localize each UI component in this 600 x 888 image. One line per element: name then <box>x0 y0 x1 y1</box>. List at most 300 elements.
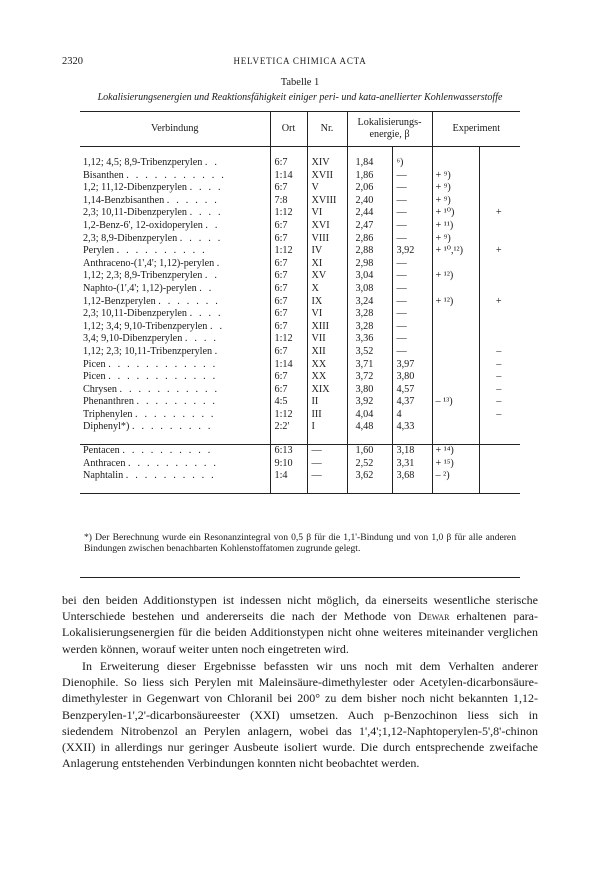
page-number: 2320 <box>62 56 83 67</box>
energy-cell <box>347 170 392 183</box>
experiment-cell <box>432 396 479 409</box>
energy-para-cell <box>392 346 432 359</box>
compound-name <box>80 458 270 471</box>
experiment-cell-text: + ¹⁰,¹²) <box>435 245 463 257</box>
experiment-cell-text: + ¹⁴) <box>435 445 454 457</box>
energy-cell-text: 3,08 <box>355 282 374 294</box>
energy-para-cell <box>392 207 432 220</box>
body-paragraph-1 <box>62 592 538 657</box>
experiment-cell <box>432 346 479 359</box>
nr-cell-text: — <box>311 445 322 457</box>
nr-cell <box>307 270 347 283</box>
compound-name-text: 2,3; 8,9-Dibenzperylen <box>83 232 178 244</box>
leader-dots: . . . . . <box>179 232 223 244</box>
energy-cell <box>347 270 392 283</box>
table-row <box>80 359 520 372</box>
table-label: Tabelle 1 <box>280 77 320 88</box>
energy-cell-text: 4,04 <box>355 408 374 420</box>
spacer-cell <box>392 483 432 494</box>
ort-cell <box>270 258 307 271</box>
ort-cell-text: 6:7 <box>274 257 288 269</box>
leader-dots: . . . . . . . . . . <box>125 470 216 482</box>
ort-cell <box>270 195 307 208</box>
energy-cell <box>347 333 392 346</box>
experiment-cell <box>432 384 479 397</box>
ort-cell-text: 1:14 <box>274 169 293 181</box>
compound-name <box>80 182 270 195</box>
ort-cell <box>270 470 307 483</box>
ort-cell <box>270 359 307 372</box>
ort-cell <box>270 245 307 258</box>
experiment-cell <box>432 207 479 220</box>
table-spacer-row <box>80 434 520 445</box>
energy-cell-text: 1,84 <box>355 157 374 168</box>
experiment-second-cell-text: + <box>495 295 502 307</box>
ort-cell <box>270 346 307 359</box>
experiment-second-cell <box>479 359 520 372</box>
experiment-cell <box>432 308 479 321</box>
energy-cell-text: 3,72 <box>355 371 374 383</box>
ort-cell-text: 9:10 <box>274 457 293 469</box>
nr-cell-text: XX <box>311 358 327 370</box>
nr-cell-text: XVII <box>311 169 333 181</box>
ort-cell-text: 1:14 <box>274 358 293 370</box>
compound-name-text: Bisanthen <box>83 169 124 181</box>
nr-cell-text: V <box>311 182 319 194</box>
table-row <box>80 245 520 258</box>
energy-para-cell-text: — <box>396 169 407 181</box>
leader-dots: . . <box>209 320 225 332</box>
energy-cell <box>347 321 392 334</box>
column-header-verbindung: Verbindung <box>80 112 270 147</box>
experiment-second-cell <box>479 170 520 183</box>
nr-cell-text: XIII <box>311 320 330 332</box>
energy-cell-text: 3,28 <box>355 320 374 332</box>
compound-name-text: 1,12; 2,3; 8,9-Tribenzperylen <box>83 270 203 282</box>
ort-cell-text: 4:5 <box>274 396 288 408</box>
compound-name <box>80 220 270 233</box>
experiment-second-cell <box>479 346 520 359</box>
energy-cell <box>347 157 392 170</box>
nr-cell-text: XII <box>311 345 326 357</box>
ort-cell <box>270 409 307 422</box>
compound-name <box>80 396 270 409</box>
spacer-cell <box>80 434 270 445</box>
localization-energy-table <box>80 111 520 494</box>
energy-para-cell <box>392 371 432 384</box>
energy-para-cell-text: — <box>396 308 407 320</box>
nr-cell <box>307 207 347 220</box>
column-header-ort: Ort <box>270 112 307 147</box>
ort-cell-text: 6:7 <box>274 282 288 294</box>
compound-name <box>80 283 270 296</box>
experiment-cell-text: + ¹²) <box>435 295 454 307</box>
ort-cell-text: 6:7 <box>274 182 288 194</box>
energy-para-cell-text: — <box>396 333 407 345</box>
spacer-cell <box>270 434 307 445</box>
ort-cell-text: 6:7 <box>274 345 288 357</box>
leader-dots: . . . . . . . . . <box>131 421 213 433</box>
table-row <box>80 458 520 471</box>
compound-name-text: 1,12-Benzperylen <box>83 295 156 307</box>
energy-para-cell-text: 4 <box>396 408 402 420</box>
nr-cell-text: VI <box>311 308 323 320</box>
leader-dots: . . <box>204 157 220 168</box>
spacer-cell <box>347 434 392 445</box>
compound-name-text: Phenanthren <box>83 396 134 408</box>
energy-para-cell-text: — <box>396 345 407 357</box>
ort-cell <box>270 421 307 434</box>
spacer-cell <box>392 147 432 158</box>
experiment-cell-text: – ¹³) <box>435 396 453 408</box>
nr-cell <box>307 359 347 372</box>
nr-cell <box>307 371 347 384</box>
energy-para-cell-text: 3,68 <box>396 470 415 482</box>
leader-dots: . . . . <box>189 207 223 219</box>
energy-para-cell <box>392 321 432 334</box>
energy-para-cell-text: 3,97 <box>396 358 415 370</box>
leader-dots: . . <box>205 219 220 231</box>
energy-para-cell <box>392 220 432 233</box>
nr-cell-text: I <box>311 421 315 433</box>
energy-para-cell-text: 3,31 <box>396 457 415 469</box>
paragraph-1-text-end: erhaltenen para-Lokalisierungsenergien für die beiden Additionstypen nicht ohne weiteres miteinander verglichen werden können, worauf weiter unten noch eingetreten wird. <box>62 609 538 656</box>
ort-cell-text: 6:7 <box>274 320 288 332</box>
nr-cell <box>307 321 347 334</box>
energy-para-cell <box>392 283 432 296</box>
compound-name <box>80 359 270 372</box>
table-row <box>80 470 520 483</box>
nr-cell <box>307 170 347 183</box>
compound-name <box>80 245 270 258</box>
nr-cell-text: IX <box>311 295 323 307</box>
ort-cell-text: 2:2' <box>274 421 290 433</box>
experiment-cell-text: + ¹¹) <box>435 219 454 231</box>
table-row <box>80 233 520 246</box>
compound-name <box>80 470 270 483</box>
compound-name-text: Naphtalin <box>83 470 124 482</box>
running-header <box>62 56 538 70</box>
energy-para-cell <box>392 421 432 434</box>
nr-cell <box>307 195 347 208</box>
compound-name-text: Picen <box>83 358 106 370</box>
experiment-second-cell <box>479 470 520 483</box>
spacer-cell <box>432 147 479 158</box>
experiment-cell <box>432 445 479 458</box>
leader-dots: . <box>214 345 220 357</box>
experiment-second-cell <box>479 409 520 422</box>
table-row <box>80 371 520 384</box>
table-row <box>80 384 520 397</box>
spacer-cell <box>432 434 479 445</box>
compound-name-text: Naphto-(1',4'; 1,12)-perylen <box>83 282 197 294</box>
table-footnote: *) Der Berechnung wurde ein Resonanzintegral von 0,5 β für die 1,1'-Bindung und von 1,0 β für alle anderen Bindungen zwischen benachbarten Kohlenstoffatomen zugrunde gelegt. <box>80 530 520 578</box>
leader-dots: . . . . . . <box>166 194 219 206</box>
energy-cell <box>347 445 392 458</box>
compound-name-text: Pentacen <box>83 445 120 457</box>
table-row <box>80 296 520 309</box>
energy-cell-text: 3,62 <box>355 470 374 482</box>
compound-name <box>80 371 270 384</box>
energy-para-cell-text: — <box>396 207 407 219</box>
experiment-cell <box>432 421 479 434</box>
energy-para-cell-text: 4,37 <box>396 396 415 408</box>
leader-dots: . . . . . . . . . . <box>122 445 213 457</box>
ort-cell-text: 6:7 <box>274 270 288 282</box>
nr-cell <box>307 283 347 296</box>
energy-cell-text: 3,92 <box>355 396 374 408</box>
energy-cell <box>347 233 392 246</box>
energy-header-line2: energie, β <box>369 129 410 140</box>
experiment-cell-text: + ¹²) <box>435 270 454 282</box>
spacer-cell <box>479 434 520 445</box>
nr-cell-text: III <box>311 408 322 420</box>
experiment-second-cell <box>479 195 520 208</box>
experiment-second-cell-text: – <box>496 408 502 420</box>
energy-para-cell-text: — <box>396 320 407 332</box>
experiment-cell <box>432 195 479 208</box>
energy-cell <box>347 359 392 372</box>
experiment-cell <box>432 333 479 346</box>
experiment-cell <box>432 296 479 309</box>
energy-para-cell <box>392 396 432 409</box>
energy-para-cell <box>392 270 432 283</box>
experiment-second-cell-text: – <box>496 383 502 395</box>
compound-name <box>80 321 270 334</box>
compound-name <box>80 333 270 346</box>
energy-cell <box>347 458 392 471</box>
ort-cell <box>270 270 307 283</box>
energy-cell <box>347 346 392 359</box>
ort-cell <box>270 296 307 309</box>
experiment-second-cell <box>479 371 520 384</box>
nr-cell <box>307 182 347 195</box>
experiment-second-cell <box>479 157 520 170</box>
nr-cell-text: XV <box>311 270 327 282</box>
ort-cell-text: 6:7 <box>274 295 288 307</box>
leader-dots: . . <box>204 270 220 282</box>
spacer-cell <box>347 483 392 494</box>
compound-name-text: Anthraceno-(1',4'; 1,12)-perylen <box>83 257 215 269</box>
experiment-second-cell <box>479 333 520 346</box>
leader-dots: . . . . . . . . . <box>134 408 216 420</box>
compound-name <box>80 346 270 359</box>
experiment-second-cell <box>479 270 520 283</box>
experiment-second-cell <box>479 233 520 246</box>
table-body <box>80 147 520 494</box>
experiment-cell <box>432 321 479 334</box>
experiment-cell <box>432 270 479 283</box>
leader-dots: . <box>216 257 222 269</box>
journal-title: HELVETICA CHIMICA ACTA <box>233 56 367 66</box>
leader-dots: . . . . <box>184 333 219 345</box>
experiment-second-cell-text: – <box>496 396 502 408</box>
energy-para-cell <box>392 445 432 458</box>
experiment-second-cell <box>479 283 520 296</box>
compound-name-text: Perylen <box>83 245 115 257</box>
experiment-cell-text: – ²) <box>435 470 450 482</box>
spacer-cell <box>307 434 347 445</box>
ort-cell <box>270 207 307 220</box>
energy-cell-text: 2,44 <box>355 207 374 219</box>
experiment-second-cell <box>479 384 520 397</box>
energy-cell <box>347 195 392 208</box>
energy-cell-text: 3,28 <box>355 308 374 320</box>
nr-cell-text: XX <box>311 371 327 383</box>
ort-cell-text: 1:12 <box>274 207 293 219</box>
body-paragraph-2: In Erweiterung dieser Ergebnisse befassten wir uns noch mit dem Verhalten anderer Dienophile. So liess sich Perylen mit Maleinsäure-dimethylester oder Acetylen-dicarbonsäure-dimethylester in Gegenwart von Chloranil bei 200° zu dem bisher noch nicht bekannten 1,12-Benzperylen-1',2'-dicarbonsäureester (XXI) umsetzen. Auch p-Benzochinon liess sich in siedendem Nitrobenzol an Perylen anlagern, wobei das 1',4';1,12-Naphtoperylen-5',8'-chinon (XXII) in allerdings nur geringer Ausbeute isoliert wurde. Die durch entsprechende zweifache Anlagerung entstehenden Verbindungen konnten nicht beobachtet werden. <box>62 659 538 771</box>
leader-dots: . . . . . . . . . . . . <box>108 358 218 370</box>
energy-para-cell-text: — <box>396 270 407 282</box>
energy-cell <box>347 182 392 195</box>
energy-para-cell-text: — <box>396 219 407 231</box>
nr-cell <box>307 421 347 434</box>
experiment-cell <box>432 470 479 483</box>
ort-cell <box>270 396 307 409</box>
compound-name <box>80 409 270 422</box>
compound-name <box>80 258 270 271</box>
ort-cell-text: 6:7 <box>274 219 288 231</box>
energy-cell-text: 2,47 <box>355 219 374 231</box>
energy-para-cell-text: 3,80 <box>396 371 415 383</box>
experiment-second-cell <box>479 396 520 409</box>
experiment-second-cell <box>479 258 520 271</box>
leader-dots: . . . . . . . . . . . <box>119 383 220 395</box>
leader-dots: . . . . . . . . . . . . <box>108 371 218 383</box>
experiment-second-cell <box>479 296 520 309</box>
energy-para-cell <box>392 359 432 372</box>
nr-cell-text: XIV <box>311 157 330 168</box>
energy-cell-text: 3,36 <box>355 333 374 345</box>
experiment-cell <box>432 157 479 170</box>
energy-para-cell <box>392 233 432 246</box>
energy-cell <box>347 409 392 422</box>
experiment-cell-text: + ⁹) <box>435 232 451 244</box>
experiment-second-cell <box>479 445 520 458</box>
ort-cell <box>270 308 307 321</box>
spacer-cell <box>270 483 307 494</box>
ort-cell <box>270 182 307 195</box>
table-row <box>80 170 520 183</box>
ort-cell <box>270 220 307 233</box>
experiment-cell <box>432 220 479 233</box>
ort-cell <box>270 170 307 183</box>
table-spacer-row <box>80 483 520 494</box>
energy-header-line1: Lokalisierungs- <box>357 117 422 128</box>
table-row <box>80 220 520 233</box>
compound-name <box>80 384 270 397</box>
experiment-second-cell-text: – <box>496 358 502 370</box>
ort-cell <box>270 371 307 384</box>
experiment-cell-text: + ¹⁵) <box>435 457 454 469</box>
energy-para-cell-text: — <box>396 295 407 307</box>
table-row <box>80 283 520 296</box>
energy-cell-text: 3,52 <box>355 345 374 357</box>
compound-name-text: Chrysen <box>83 383 117 395</box>
experiment-second-cell <box>479 245 520 258</box>
energy-cell <box>347 207 392 220</box>
leader-dots: . . <box>199 282 214 294</box>
energy-para-cell <box>392 409 432 422</box>
nr-cell-text: XVIII <box>311 194 337 206</box>
energy-cell <box>347 396 392 409</box>
leader-dots: . . . . . . . . . <box>136 396 218 408</box>
nr-cell-text: VII <box>311 333 326 345</box>
experiment-cell <box>432 359 479 372</box>
ort-cell-text: 1:12 <box>274 333 293 345</box>
energy-para-cell <box>392 296 432 309</box>
experiment-second-cell-text: + <box>495 245 502 257</box>
energy-para-cell-text: — <box>396 232 407 244</box>
compound-name-text: Picen <box>83 371 106 383</box>
energy-para-cell <box>392 308 432 321</box>
energy-cell-text: 2,52 <box>355 457 374 469</box>
energy-para-cell-text: 4,33 <box>396 421 415 433</box>
spacer-cell <box>392 434 432 445</box>
ort-cell-text: 7:8 <box>274 194 288 206</box>
paragraph-1-text-start: bei den beiden Additionstypen ist indessen nicht möglich, da einerseits wesentliche sterische Unterschiede bestehen und andererseits die nach der Methode von <box>62 593 538 624</box>
energy-cell <box>347 245 392 258</box>
energy-cell-text: 1,60 <box>355 445 374 457</box>
table-header-row <box>80 112 520 147</box>
nr-cell <box>307 445 347 458</box>
experiment-cell <box>432 182 479 195</box>
ort-cell <box>270 321 307 334</box>
ort-cell-text: 6:7 <box>274 157 288 168</box>
nr-cell <box>307 384 347 397</box>
nr-cell-text: — <box>311 470 322 482</box>
energy-para-cell <box>392 384 432 397</box>
experiment-second-cell-text: – <box>496 345 502 357</box>
nr-cell-text: IV <box>311 245 323 257</box>
energy-cell <box>347 296 392 309</box>
column-header-energy <box>347 112 432 147</box>
energy-para-cell <box>392 470 432 483</box>
compound-name-text: 1,12; 2,3; 10,11-Tribenzperylen <box>83 345 213 357</box>
experiment-second-cell <box>479 220 520 233</box>
energy-cell <box>347 308 392 321</box>
energy-para-cell-text: ⁶) <box>396 157 404 168</box>
energy-cell <box>347 283 392 296</box>
experiment-cell <box>432 458 479 471</box>
experiment-cell-text: + ¹⁰) <box>435 207 455 219</box>
table-row <box>80 195 520 208</box>
energy-para-cell-text: 4,57 <box>396 383 415 395</box>
experiment-cell-text: + ⁹) <box>435 169 451 181</box>
energy-cell-text: 3,04 <box>355 270 374 282</box>
spacer-cell <box>479 147 520 158</box>
ort-cell <box>270 283 307 296</box>
nr-cell-text: VIII <box>311 232 330 244</box>
compound-name <box>80 233 270 246</box>
energy-cell-text: 3,80 <box>355 383 374 395</box>
compound-name <box>80 207 270 220</box>
energy-cell-text: 4,48 <box>355 421 374 433</box>
energy-para-cell-text: — <box>396 257 407 269</box>
spacer-cell <box>347 147 392 158</box>
leader-dots: . . . . . . . . . . <box>116 245 207 257</box>
energy-para-cell <box>392 258 432 271</box>
ort-cell-text: 6:7 <box>274 371 288 383</box>
ort-cell <box>270 445 307 458</box>
nr-cell-text: XIX <box>311 383 330 395</box>
nr-cell <box>307 346 347 359</box>
energy-cell-text: 2,40 <box>355 194 374 206</box>
spacer-cell <box>479 483 520 494</box>
compound-name <box>80 195 270 208</box>
author-name-dewar: Dewar <box>418 609 450 624</box>
energy-para-cell <box>392 157 432 170</box>
